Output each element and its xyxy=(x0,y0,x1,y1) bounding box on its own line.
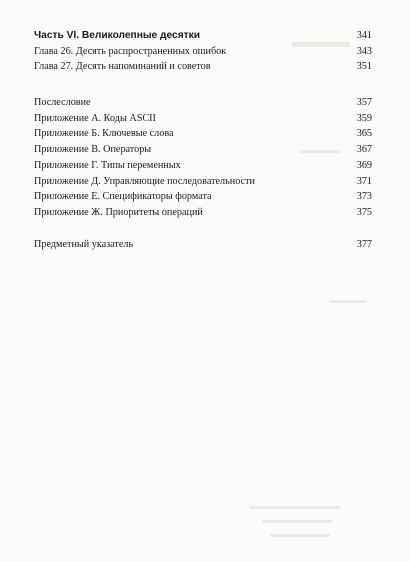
toc-entry-page: 365 xyxy=(356,128,372,140)
toc-entry xyxy=(34,174,372,190)
toc-entry-title: Приложение Ж. Приоритеты операций xyxy=(34,206,203,218)
toc-entry xyxy=(34,189,372,205)
toc-chapter-entry xyxy=(34,59,372,75)
toc-entry-page: 369 xyxy=(356,159,372,171)
bleed-through-mark xyxy=(330,300,366,303)
toc-entry-page: 351 xyxy=(356,61,372,73)
toc-entry-title: Предметный указатель xyxy=(34,238,134,250)
toc-entry xyxy=(34,95,372,111)
toc-entry-title: Приложение Д. Управляющие последовательности xyxy=(34,175,256,187)
table-of-contents xyxy=(34,28,372,252)
toc-entry xyxy=(34,158,372,174)
toc-entry xyxy=(34,126,372,142)
toc-entry-title: Приложение В. Операторы xyxy=(34,144,152,156)
toc-entry-page: 371 xyxy=(356,175,372,187)
toc-entry xyxy=(34,142,372,158)
toc-entry-page: 359 xyxy=(356,112,372,124)
toc-entry-page: 375 xyxy=(356,206,372,218)
bleed-through-mark xyxy=(270,534,330,537)
bleed-through-mark xyxy=(262,520,332,523)
toc-entry-page: 357 xyxy=(356,97,372,109)
toc-entry-page: 373 xyxy=(356,191,372,203)
toc-entry-title: Приложение Б. Ключевые слова xyxy=(34,128,174,140)
toc-entry-page: 377 xyxy=(356,238,372,250)
toc-entry-title: Часть VI. Великолепные десятки xyxy=(34,30,201,41)
toc-entry-page: 367 xyxy=(356,144,372,156)
toc-entry xyxy=(34,111,372,127)
toc-entry-title: Приложение А. Коды ASCII xyxy=(34,112,156,124)
toc-entry xyxy=(34,237,372,253)
toc-chapter-entry xyxy=(34,44,372,60)
toc-entry-title: Глава 26. Десять распространенных ошибок xyxy=(34,45,227,57)
toc-entry-page: 341 xyxy=(356,30,372,41)
toc-entry-title: Приложение Е. Спецификаторы формата xyxy=(34,191,212,203)
toc-entry xyxy=(34,205,372,221)
section-spacer xyxy=(34,221,372,237)
bleed-through-mark xyxy=(250,506,340,509)
section-spacer xyxy=(34,75,372,95)
toc-part-entry xyxy=(34,28,372,44)
toc-entry-title: Послесловие xyxy=(34,97,91,109)
toc-entry-page: 343 xyxy=(356,45,372,57)
toc-entry-title: Глава 27. Десять напоминаний и советов xyxy=(34,61,211,73)
toc-entry-title: Приложение Г. Типы переменных xyxy=(34,159,181,171)
